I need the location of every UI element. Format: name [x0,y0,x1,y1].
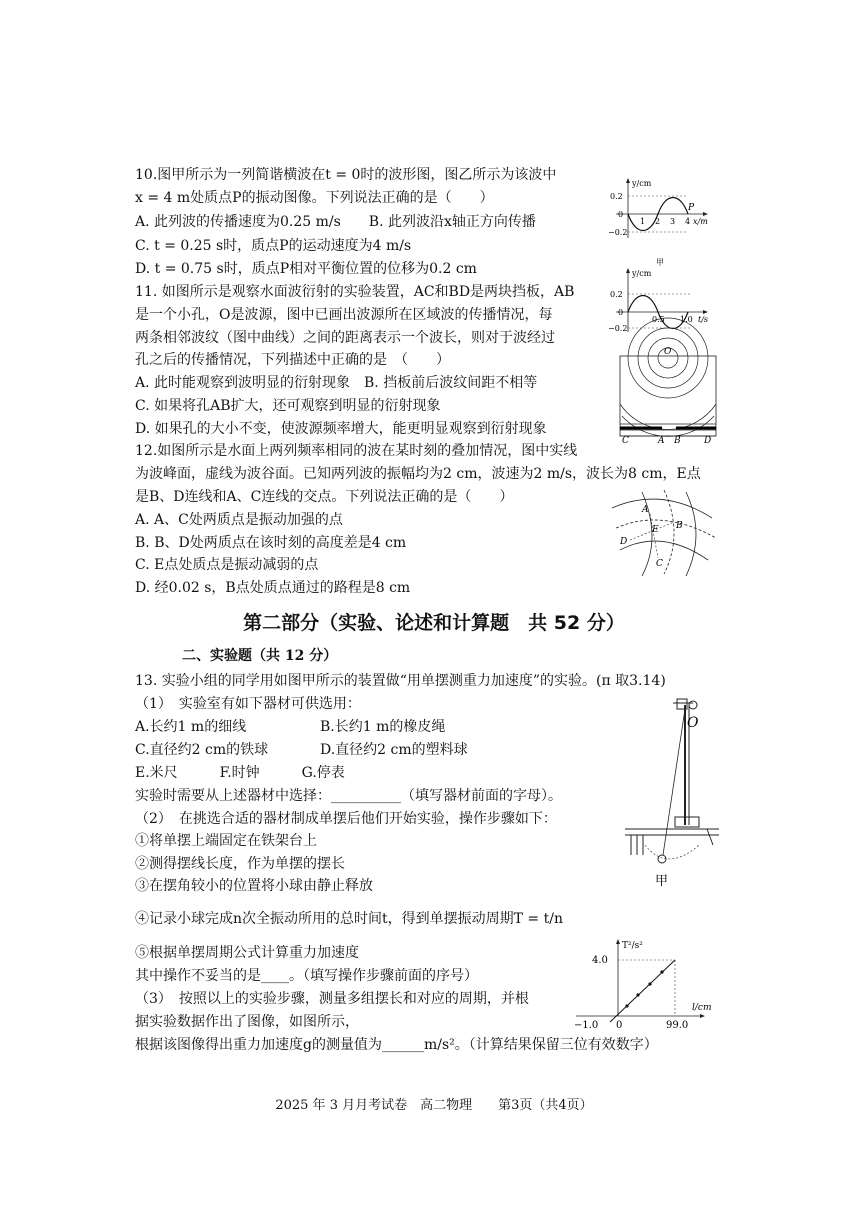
pendulum-caption: 甲 [655,874,669,889]
q13-part3-line2: 据实验数据作出了图像，如图所示， [135,1014,359,1030]
vibration-figure [608,266,718,338]
diff-label-a: A [658,436,665,446]
pendulum-label-o: O [687,715,699,731]
intf-label-d: D [620,537,628,547]
graph-ylabel: T²/s² [622,941,643,951]
q13-part2-intro: （2） 在挑选合适的器材制成单摆后他们开始实验，操作步骤如下： [135,811,557,827]
vib-tick-2: 1.0 [680,315,693,324]
t2-l-graph [572,936,722,1031]
vib-xlabel: t/s [698,315,709,324]
q10-stem-line1: 10.图甲所示为一列简谐横波在t = 0时的波形图，图乙所示为该波中 [135,167,557,183]
q13-step2: ②测得摆线长度，作为单摆的摆长 [135,856,345,872]
intf-label-c: C [656,559,663,569]
q13-part3-line1: （3） 按照以上的实验步骤，测量多组摆长和对应的周期，并根 [135,991,529,1007]
q11-stem-line3: 两条相邻波纹（图中曲线）之间的距离表示一个波长，则对于波经过 [135,330,555,346]
q12-stem-line2: 为波峰面，虚线为波谷面。已知两列波的振幅均为2 cm，波速为2 m/s，波长为8 cm，E点 [135,466,701,482]
q10-option-c: C. t = 0.25 s时，质点P的运动速度为4 m/s [135,238,412,254]
q13-material-efg: E.米尺 F.时钟 G.停表 [135,765,345,781]
wave-tick-4: 4 [685,217,691,226]
q12-option-a: A. A、C处两质点是振动加强的点 [135,512,343,528]
q10-stem-line2: x = 4 m处质点P的振动图像。下列说法正确的是（ ） [135,190,494,206]
q12-stem-line3: 是B、D连线和A、C连线的交点。下列说法正确的是（ ） [135,489,514,505]
wave-y-bottom: −0.2 [608,228,628,237]
q13-step3: ③在摆角较小的位置将小球由静止释放 [135,878,373,894]
diff-label-o: O [664,347,672,357]
graph-y-tick: 4.0 [592,955,608,966]
q11-option-d: D. 如果孔的大小不变，使波源频率增大，能更明显观察到衍射现象 [135,421,547,437]
wave-ylabel: y/cm [632,179,652,188]
intf-label-e: E [652,525,659,535]
q13-step4: ④记录小球完成n次全振动所用的总时间t，得到单摆振动周期T = t/n [135,911,563,927]
q10-option-a-b: A. 此列波的传播速度为0.25 m/s B. 此列波沿x轴正方向传播 [135,214,536,230]
diffraction-figure [618,344,718,444]
wave-point-p: P [688,203,695,213]
intf-label-a: A [642,505,649,515]
vib-y-zero: 0 [618,308,624,317]
diff-label-d: D [704,436,712,446]
q11-stem-line1: 11. 如图所示是观察水面波衍射的实验装置，AC和BD是两块挡板，AB [135,284,575,300]
vib-tick-1: 0.5 [652,315,665,324]
graph-x-zero: 0 [616,1020,623,1031]
q13-part1-blank: 实验时需要从上述器材中选择：__________（填写器材前面的字母）。 [135,788,562,804]
q13-part3-line3: 根据该图像得出重力加速度g的测量值为______m/s²。（计算结果保留三位有效数字） [135,1037,658,1053]
q13-material-c: C.直径约2 cm的铁球 [135,742,269,758]
graph-x-left: −1.0 [574,1020,599,1031]
q13-material-d: D.直径约2 cm的塑料球 [320,742,468,758]
diff-label-c: C [622,436,629,446]
vib-y-top: 0.2 [610,290,623,299]
q12-option-c: C. E点处质点是振动减弱的点 [135,557,319,573]
q13-material-a: A.长约1 m的细线 [135,719,247,735]
q13-material-b: B.长约1 m的橡皮绳 [320,719,446,735]
graph-xlabel: l/cm [692,1003,712,1013]
q10-option-d: D. t = 0.75 s时，质点P相对平衡位置的位移为0.2 cm [135,261,477,277]
q12-option-d: D. 经0.02 s，B点处质点通过的路程是8 cm [135,580,411,596]
wave-tick-1: 1 [640,217,646,226]
q13-step5: ⑤根据单摆周期公式计算重力加速度 [135,945,359,961]
wave-tick-3: 3 [670,217,676,226]
section-title: 第二部分（实验、论述和计算题 共 52 分） [243,612,625,634]
diff-label-b: B [674,436,681,446]
vib-y-bottom: −0.2 [608,324,628,333]
interference-figure [612,488,722,578]
vib-ylabel: y/cm [632,269,652,278]
page-footer: 2025 年 3 月月考试卷 高二物理 第3页（共4页） [275,1098,593,1113]
wave-caption: 甲 [656,258,664,267]
q11-stem-line2: 是一个小孔，O是波源，图中已画出波源所在区域波的传播情况，每 [135,307,553,323]
wave-y-top: 0.2 [610,192,623,201]
wave-xlabel: x/m [693,217,708,226]
wave-figure [608,176,718,266]
q13-step1: ①将单摆上端固定在铁架台上 [135,833,317,849]
pendulum-figure [615,695,725,890]
intf-label-b: B [676,521,683,531]
wave-y-zero: 0 [618,210,624,219]
q13-part2-blank: 其中操作不妥当的是____。（填写操作步骤前面的序号） [135,968,478,984]
q11-option-c: C. 如果将孔AB扩大，还可观察到明显的衍射现象 [135,398,441,414]
graph-x-right: 99.0 [666,1020,689,1031]
wave-tick-2: 2 [655,217,661,226]
q12-stem-line1: 12.如图所示是水面上两列频率相同的波在某时刻的叠加情况，图中实线 [135,443,578,459]
q13-stem: 13. 实验小组的同学用如图甲所示的装置做“用单摆测重力加速度”的实验。(π 取3.14) [135,673,666,689]
q13-part1-intro: （1） 实验室有如下器材可供选用： [135,696,361,712]
subsection-title: 二、实验题（共 12 分） [182,648,338,664]
q11-option-a-b: A. 此时能观察到波明显的衍射现象 B. 挡板前后波纹间距不相等 [135,375,538,391]
q11-stem-line4: 孔之后的传播情况，下列描述中正确的是 （ ） [135,352,450,368]
q12-option-b: B. B、D处两质点在该时刻的高度差是4 cm [135,535,407,551]
